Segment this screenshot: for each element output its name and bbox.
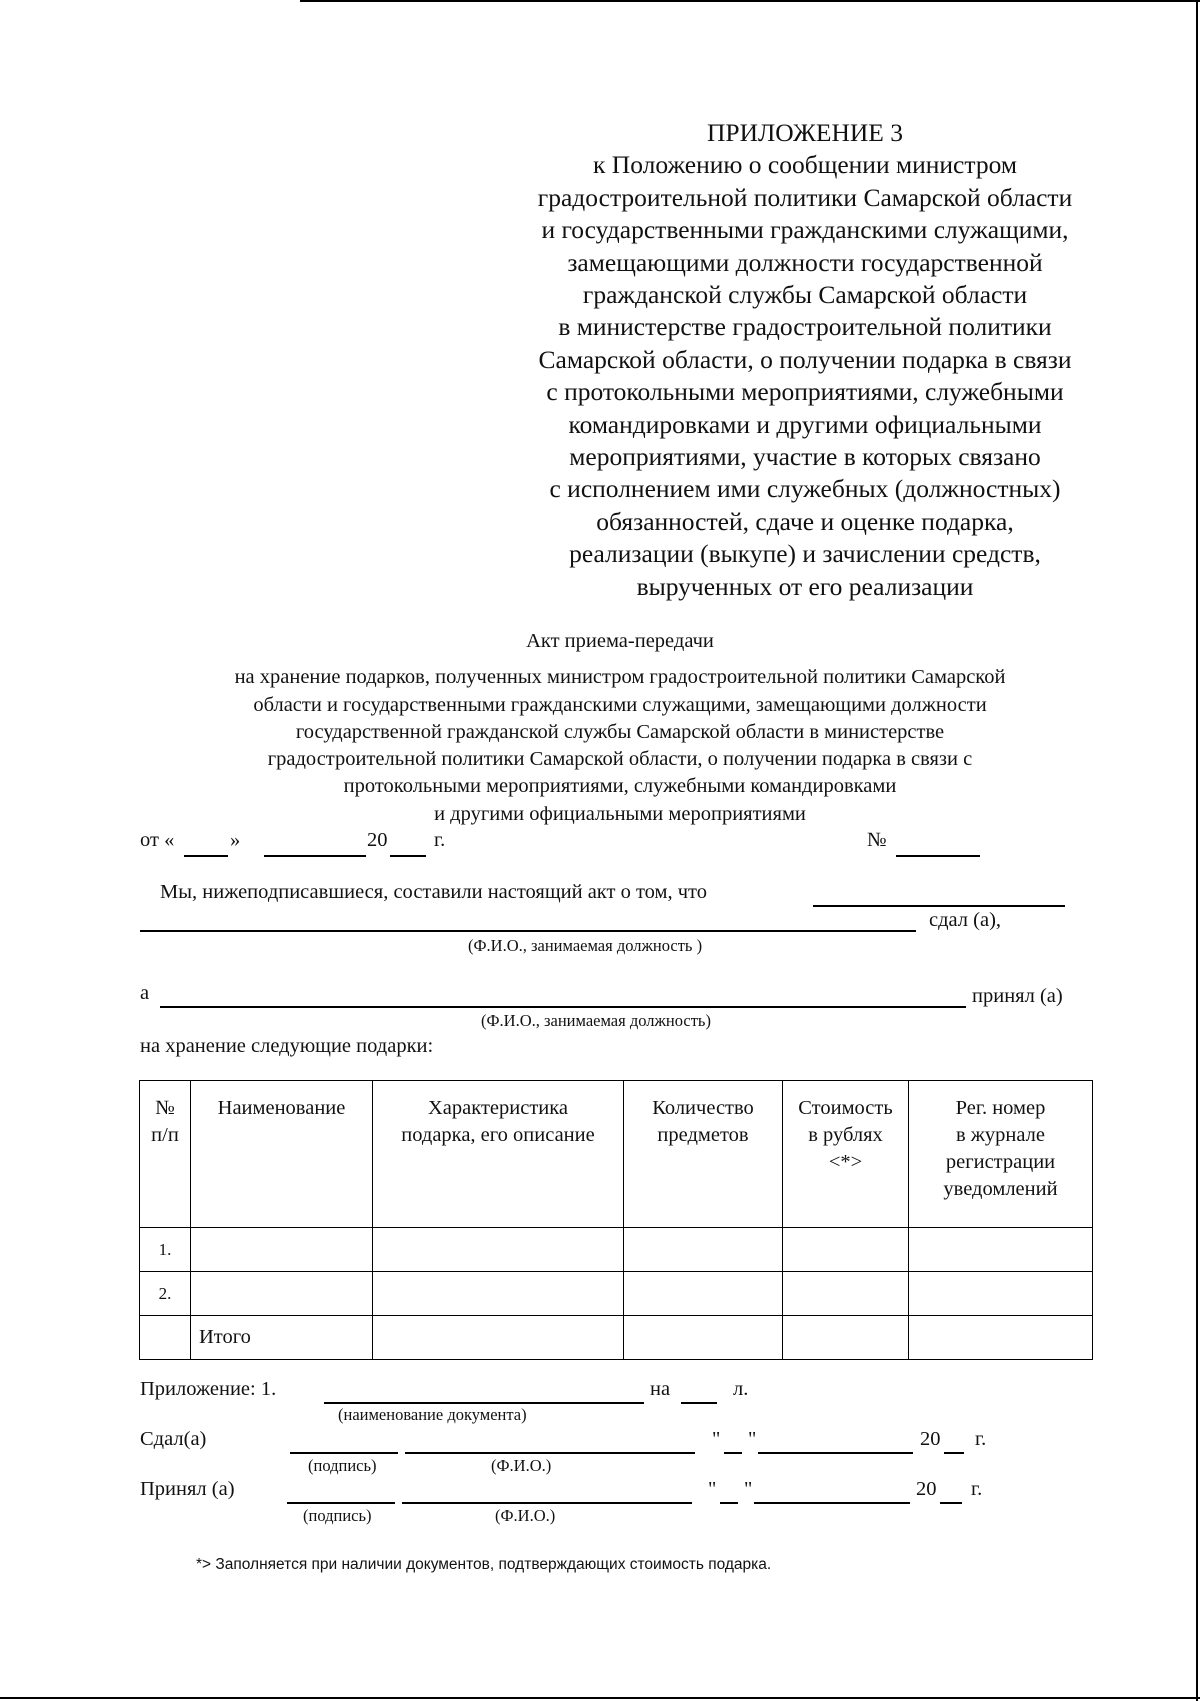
number-label: № bbox=[867, 829, 887, 851]
handed-text: сдал (а), bbox=[929, 909, 1002, 931]
table-total-row bbox=[140, 1316, 1093, 1360]
month-field[interactable] bbox=[264, 855, 366, 857]
row-name-cell[interactable] bbox=[191, 1272, 373, 1316]
act-subtitle-line: области и государственными гражданскими служащими, замещающими должности bbox=[253, 693, 987, 716]
appendix-line: гражданской службы Самарской области bbox=[582, 280, 1028, 310]
appendix-line: вырученных от его реализации bbox=[636, 571, 974, 601]
accepted-day-quote-open: " bbox=[708, 1478, 717, 1500]
row-number bbox=[140, 1316, 191, 1360]
col-header-name: Наименование bbox=[191, 1081, 373, 1228]
total-description-cell[interactable] bbox=[373, 1316, 624, 1360]
act-title: Акт приема-передачи bbox=[526, 630, 714, 652]
row-quantity-cell[interactable] bbox=[624, 1228, 783, 1272]
accepted-by-field[interactable] bbox=[160, 1006, 966, 1008]
act-subtitle-line: градостроительной политики Самарской области, о получении подарка в связи с bbox=[267, 748, 973, 771]
appendix-line: с протокольными мероприятиями, служебными bbox=[546, 377, 1064, 407]
handed-day-field[interactable] bbox=[724, 1452, 742, 1454]
scan-top-edge bbox=[300, 0, 1200, 2]
total-cost-cell[interactable] bbox=[783, 1316, 909, 1360]
document-name-caption: (наименование документа) bbox=[338, 1405, 527, 1424]
attachment-document-field[interactable] bbox=[324, 1402, 644, 1404]
col-header-description: Характеристика подарка, его описание bbox=[373, 1081, 624, 1228]
fio-position-caption-2: (Ф.И.О., занимаемая должность) bbox=[481, 1011, 711, 1030]
accepted-year-prefix: 20 bbox=[916, 1478, 937, 1500]
date-prefix: от « bbox=[140, 829, 175, 851]
attachment-sheets-field[interactable] bbox=[681, 1402, 717, 1404]
intro-text: Мы, нижеподписавшиеся, составили настоящий акт о том, что bbox=[160, 881, 707, 903]
row-cost-cell[interactable] bbox=[783, 1272, 909, 1316]
row-reg-cell[interactable] bbox=[909, 1228, 1093, 1272]
accepted-signature-field[interactable] bbox=[287, 1502, 395, 1504]
appendix-line: к Положению о сообщении министром bbox=[593, 150, 1017, 180]
act-heading bbox=[140, 628, 1100, 828]
col-header-cost: Стоимость в рублях <*> bbox=[783, 1081, 909, 1228]
handed-month-field[interactable] bbox=[758, 1452, 913, 1454]
row-number: 1. bbox=[140, 1228, 191, 1272]
act-subtitle-line: на хранение подарков, полученных министром градостроительной политики Самарской bbox=[234, 666, 1006, 689]
appendix-line: и государственными гражданскими служащими, bbox=[541, 215, 1069, 245]
row-reg-cell[interactable] bbox=[909, 1272, 1093, 1316]
col-header-quantity: Количество предметов bbox=[624, 1081, 783, 1228]
scan-right-edge bbox=[1196, 0, 1198, 1701]
row-description-cell[interactable] bbox=[373, 1272, 624, 1316]
accepted-day-field[interactable] bbox=[720, 1502, 738, 1504]
accepted-year-suffix: г. bbox=[971, 1478, 983, 1500]
total-reg-cell[interactable] bbox=[909, 1316, 1093, 1360]
act-subtitle-line: государственной гражданской службы Самарской области в министерстве bbox=[295, 720, 945, 743]
handed-by-field-start[interactable] bbox=[813, 905, 1065, 907]
accepted-fio-field[interactable] bbox=[402, 1502, 692, 1504]
appendix-title: ПРИЛОЖЕНИЕ 3 bbox=[706, 118, 904, 147]
appendix-line: мероприятиями, участие в которых связано bbox=[569, 442, 1041, 472]
storage-text: на хранение следующие подарки: bbox=[140, 1035, 434, 1057]
appendix-line: градостроительной политики Самарской области bbox=[537, 182, 1073, 212]
total-label: Итого bbox=[191, 1316, 373, 1360]
handed-year-prefix: 20 bbox=[920, 1428, 941, 1450]
a-label: а bbox=[140, 982, 150, 1004]
fio-caption: (Ф.И.О.) bbox=[491, 1456, 552, 1475]
col-header-number: № п/п bbox=[140, 1081, 191, 1228]
table-header-row bbox=[140, 1081, 1093, 1228]
attachment-on-label: на bbox=[650, 1378, 671, 1400]
attachment-label: Приложение: 1. bbox=[140, 1378, 277, 1400]
attachment-sheets-label: л. bbox=[733, 1378, 749, 1400]
appendix-header bbox=[495, 117, 1115, 603]
col-header-reg-number: Рег. номер в журнале регистрации уведомлений bbox=[909, 1081, 1093, 1228]
appendix-line: командировками и другими официальными bbox=[568, 409, 1042, 439]
fio-position-caption: (Ф.И.О., занимаемая должность ) bbox=[468, 936, 703, 955]
year-prefix: 20 bbox=[367, 829, 388, 851]
act-subtitle-line: протокольными мероприятиями, служебными командировками bbox=[343, 775, 897, 798]
accepted-day-quote-close: " bbox=[744, 1478, 753, 1500]
day-field[interactable] bbox=[184, 855, 228, 857]
cost-footnote: *> Заполняется при наличии документов, подтверждающих стоимость подарка. bbox=[196, 1556, 772, 1573]
handed-fio-field[interactable] bbox=[405, 1452, 695, 1454]
handed-year-field[interactable] bbox=[944, 1452, 964, 1454]
row-cost-cell[interactable] bbox=[783, 1228, 909, 1272]
accepted-label: Принял (а) bbox=[140, 1478, 235, 1500]
act-number-field[interactable] bbox=[896, 855, 980, 857]
row-number: 2. bbox=[140, 1272, 191, 1316]
handed-day-quote-open: " bbox=[712, 1428, 721, 1450]
accepted-text: принял (а) bbox=[972, 985, 1063, 1007]
handed-year-suffix: г. bbox=[975, 1428, 987, 1450]
accepted-year-field[interactable] bbox=[940, 1502, 962, 1504]
appendix-line: в министерстве градостроительной политики bbox=[558, 312, 1052, 342]
appendix-line: обязанностей, сдаче и оценке подарка, bbox=[596, 506, 1014, 536]
total-quantity-cell[interactable] bbox=[624, 1316, 783, 1360]
date-quote-close: » bbox=[230, 829, 241, 851]
handed-signature-field[interactable] bbox=[290, 1452, 398, 1454]
fio-caption: (Ф.И.О.) bbox=[495, 1506, 556, 1525]
year-field[interactable] bbox=[390, 855, 426, 857]
act-subtitle-line: и другими официальными мероприятиями bbox=[434, 802, 806, 825]
gifts-table bbox=[139, 1080, 1093, 1360]
appendix-line: замещающими должности государственной bbox=[567, 247, 1043, 277]
signature-caption: (подпись) bbox=[308, 1456, 377, 1475]
row-quantity-cell[interactable] bbox=[624, 1272, 783, 1316]
scan-bottom-edge bbox=[0, 1697, 1200, 1699]
handed-label: Сдал(а) bbox=[140, 1428, 207, 1450]
appendix-line: с исполнением ими служебных (должностных) bbox=[549, 474, 1061, 504]
accepted-month-field[interactable] bbox=[754, 1502, 910, 1504]
handed-by-field[interactable] bbox=[140, 930, 916, 932]
signature-caption: (подпись) bbox=[303, 1506, 372, 1525]
year-suffix: г. bbox=[434, 829, 446, 851]
appendix-line: реализации (выкупе) и зачислении средств, bbox=[569, 539, 1041, 569]
row-description-cell[interactable] bbox=[373, 1228, 624, 1272]
appendix-line: Самарской области, о получении подарка в связи bbox=[538, 344, 1072, 374]
row-name-cell[interactable] bbox=[191, 1228, 373, 1272]
handed-day-quote-close: " bbox=[748, 1428, 757, 1450]
table-row bbox=[140, 1272, 1093, 1316]
table-row bbox=[140, 1228, 1093, 1272]
